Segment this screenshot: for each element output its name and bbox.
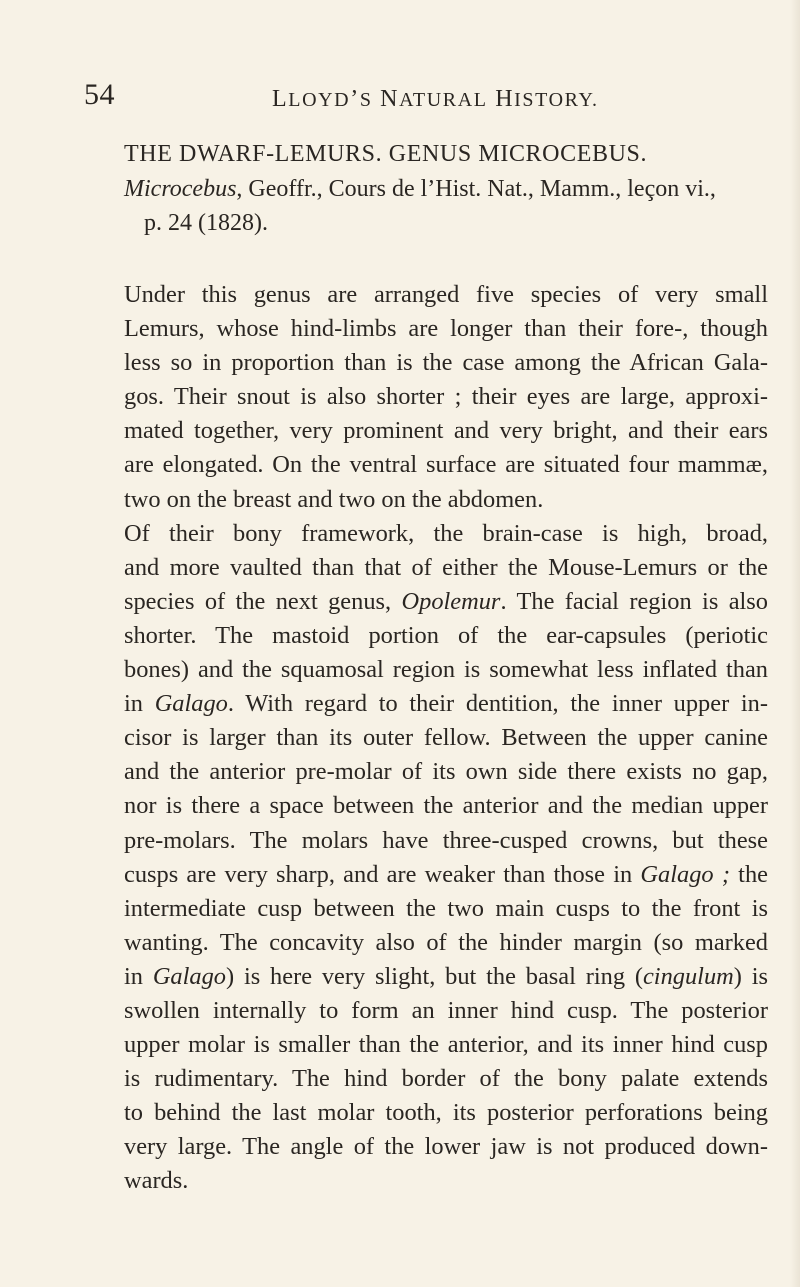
text-run: Lemurs, whose hind-limbs are longer than their fore-, though	[124, 315, 768, 343]
text-run: very large. The angle of the lower jaw is not produced down-	[124, 1133, 768, 1161]
text-run: to behind the last molar tooth, its posterior perforations being	[124, 1099, 768, 1127]
text-run: upper molar is smaller than the anterior, and its inner hind cusp	[124, 1031, 768, 1059]
text-run: in	[124, 690, 155, 718]
italic-term: Galago	[152, 962, 226, 990]
citation-line-1	[124, 172, 724, 206]
text-run: intermediate cusp between the two main cusps to the front is	[124, 894, 768, 922]
running-head	[272, 86, 599, 113]
running-head-part: ATURAL	[399, 89, 488, 111]
text-line	[124, 1164, 768, 1198]
paragraph	[124, 278, 768, 517]
running-head-part: N	[372, 86, 400, 112]
text-line	[124, 858, 768, 892]
text-line	[124, 483, 768, 517]
text-line	[124, 1028, 768, 1062]
text-line	[124, 721, 768, 755]
text-run: cisor is larger than its outer fellow. Between the upper canine	[124, 724, 768, 752]
text-run: gos. Their snout is also shorter ; their eyes are large, approxi-	[124, 383, 768, 411]
text-line	[124, 551, 768, 585]
text-line	[124, 619, 768, 653]
text-run: ) is	[733, 962, 768, 990]
running-head-part: S	[359, 89, 373, 111]
citation-line-1-rest: , Geoffr., Cours de l’Hist. Nat., Mamm., leçon vi.,	[236, 176, 716, 202]
text-line	[124, 824, 768, 858]
text-line	[124, 789, 768, 823]
running-head-part: H	[487, 86, 515, 112]
text-line	[84, 517, 768, 551]
running-head-part: .	[591, 89, 599, 111]
text-line	[124, 1096, 768, 1130]
text-run: . The facial region is also	[500, 587, 768, 615]
text-line	[124, 653, 768, 687]
text-run: less so in proportion than is the case among the African Gala-	[124, 349, 768, 377]
text-line	[124, 585, 768, 619]
text-run: shorter. The mastoid portion of the ear-capsules (periotic	[124, 621, 768, 649]
text-run: mated together, very prominent and very bright, and their ears	[124, 417, 768, 445]
text-run: wards.	[124, 1167, 189, 1195]
running-head-part: ’	[350, 86, 360, 112]
text-line	[124, 687, 768, 721]
text-run: in	[124, 962, 153, 990]
text-run: cusps are very sharp, and are weaker than those in	[124, 860, 641, 888]
text-line	[124, 960, 768, 994]
section-heading: THE DWARF-LEMURS. GENUS MICROCEBUS.	[124, 141, 648, 167]
text-line	[124, 380, 768, 414]
running-head-part: LOYD	[288, 89, 351, 111]
italic-term: Galago ;	[640, 860, 730, 888]
text-line	[124, 1130, 768, 1164]
text-line	[124, 346, 768, 380]
page-number: 54	[84, 78, 115, 111]
text-run: the	[729, 860, 768, 888]
italic-term: Opolemur	[401, 587, 501, 615]
text-line	[84, 278, 768, 312]
running-head-part: ISTORY	[514, 89, 592, 111]
text-run: bones) and the squamosal region is somewhat less inflated than	[124, 656, 768, 684]
text-run: species of the next genus,	[124, 587, 402, 615]
citation-genus: Microcebus	[124, 176, 237, 202]
text-line	[124, 994, 768, 1028]
text-run: ) is here very slight, but the basal ring (	[226, 962, 643, 990]
text-run: Under this genus are arranged five species of very small	[124, 281, 768, 308]
text-run: nor is there a space between the anterior and the median upper	[124, 792, 768, 820]
text-run: Of their bony framework, the brain-case is high, broad,	[124, 519, 768, 547]
text-run: swollen internally to form an inner hind cusp. The posterior	[124, 996, 768, 1024]
text-line	[124, 755, 768, 789]
text-run: pre-molars. The molars have three-cusped crowns, but these	[124, 826, 768, 854]
paragraph	[124, 517, 768, 1199]
italic-term: Galago	[154, 690, 228, 718]
text-line	[124, 414, 768, 448]
text-line	[124, 892, 768, 926]
text-run: . With regard to their dentition, the inner upper in-	[227, 690, 768, 718]
body-text	[124, 278, 768, 1199]
text-run: wanting. The concavity also of the hinder margin (so marked	[124, 928, 768, 956]
text-run: are elongated. On the ventral surface are situated four mammæ,	[124, 451, 768, 479]
citation	[84, 172, 724, 240]
citation-line-2: p. 24 (1828).	[144, 210, 268, 236]
text-line	[124, 1062, 768, 1096]
text-line	[124, 926, 768, 960]
page-edge-shadow	[790, 0, 800, 1287]
running-head-part: L	[272, 86, 289, 112]
text-line	[124, 448, 768, 482]
text-run: is rudimentary. The hind border of the bony palate extends	[124, 1065, 768, 1093]
italic-term: cingulum	[642, 962, 734, 990]
text-line	[124, 312, 768, 346]
text-run: two on the breast and two on the abdomen.	[124, 485, 544, 513]
text-run: and the anterior pre-molar of its own side there exists no gap,	[124, 758, 768, 786]
text-run: and more vaulted than that of either the Mouse-Lemurs or the	[124, 553, 768, 581]
